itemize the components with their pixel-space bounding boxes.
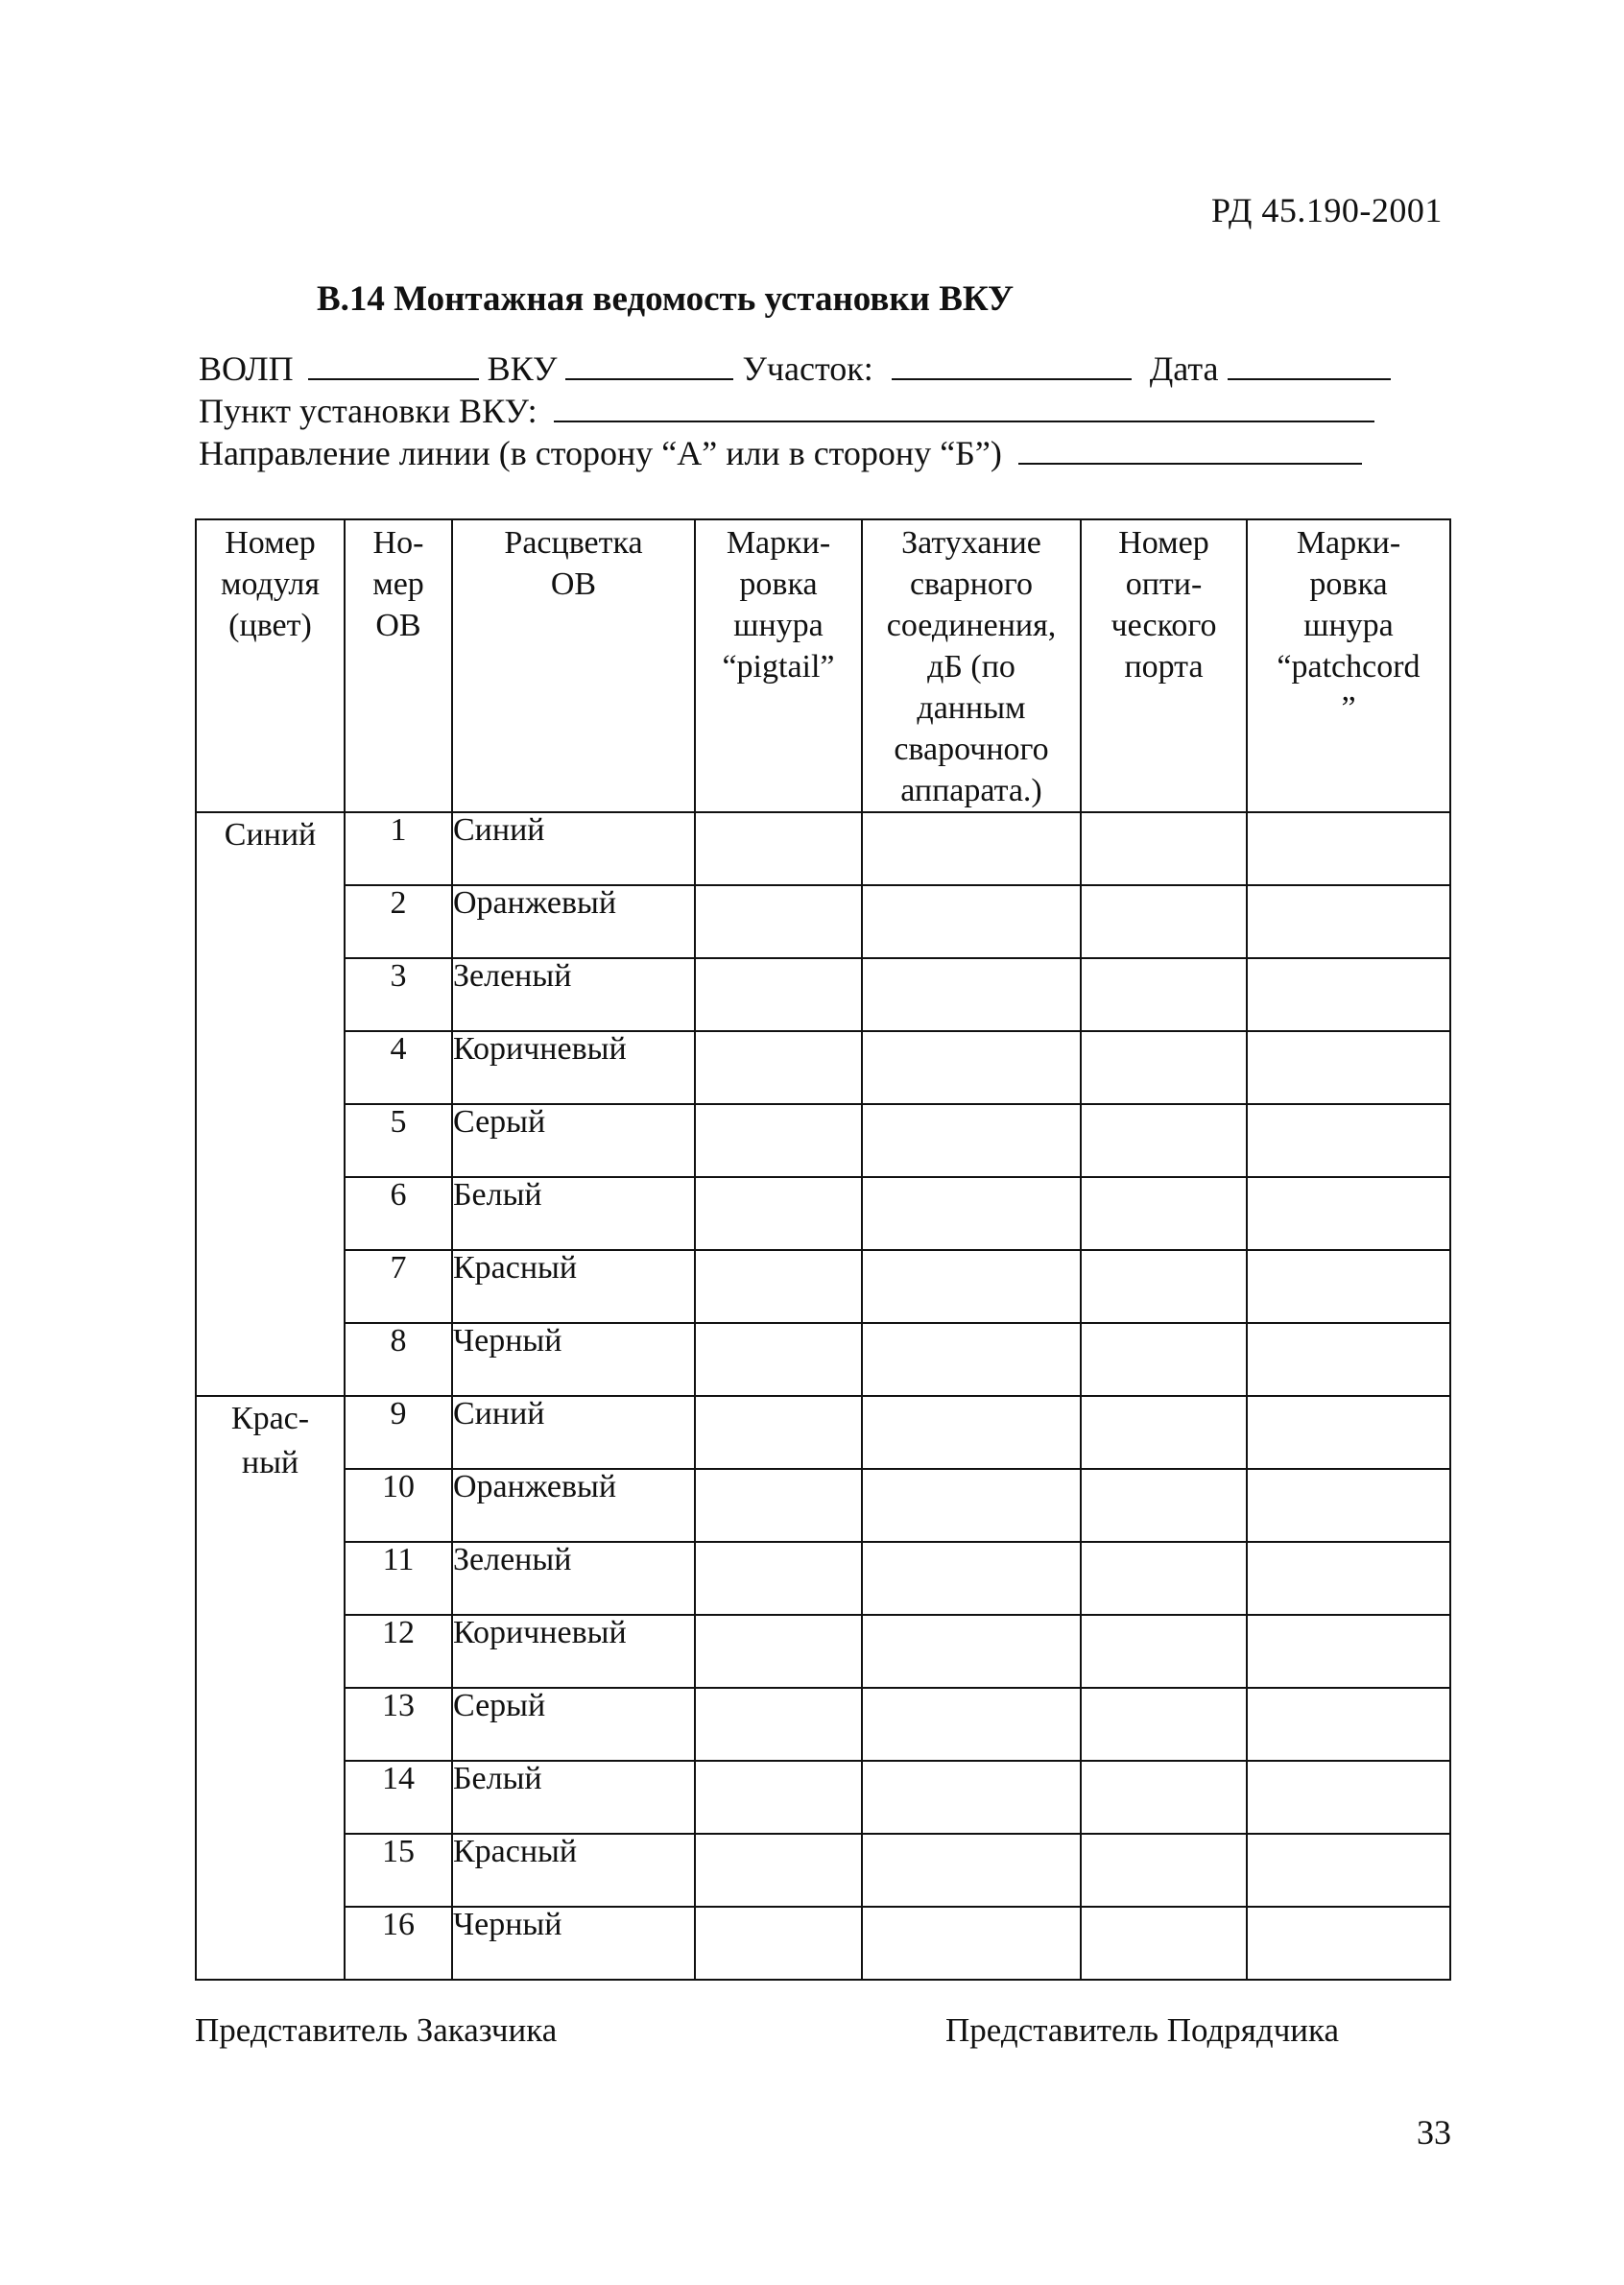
pigtail-marking-cell[interactable] [695,1834,862,1907]
splice-loss-cell[interactable] [862,885,1081,958]
fiber-number: 7 [345,1250,452,1323]
patchcord-marking-cell[interactable] [1247,1323,1450,1396]
splice-loss-cell[interactable] [862,1104,1081,1177]
patchcord-marking-cell[interactable] [1247,1396,1450,1469]
volp-field[interactable] [308,346,479,380]
table-row [196,1834,1450,1907]
optical-port-cell[interactable] [1081,1761,1247,1834]
header-row [196,519,1450,812]
optical-port-cell[interactable] [1081,885,1247,958]
optical-port-cell[interactable] [1081,1542,1247,1615]
date-label: Дата [1149,349,1219,388]
fiber-color: Оранжевый [452,885,695,958]
fiber-color: Черный [452,1907,695,1980]
table-row [196,1031,1450,1104]
optical-port-cell[interactable] [1081,812,1247,885]
splice-loss-cell[interactable] [862,1177,1081,1250]
date-field[interactable] [1228,346,1391,380]
pigtail-marking-cell[interactable] [695,1542,862,1615]
pigtail-marking-cell[interactable] [695,1104,862,1177]
table-row [196,1688,1450,1761]
section-label: Участок: [742,349,873,388]
pigtail-marking-cell[interactable] [695,1907,862,1980]
table-row [196,1177,1450,1250]
table-row [196,1250,1450,1323]
splice-loss-cell[interactable] [862,1688,1081,1761]
volp-label: ВОЛП [199,349,294,388]
patchcord-marking-cell[interactable] [1247,1031,1450,1104]
fiber-color: Оранжевый [452,1469,695,1542]
pigtail-marking-cell[interactable] [695,958,862,1031]
fiber-number: 3 [345,958,452,1031]
module-name-line: Синий [224,817,317,853]
fiber-color: Красный [452,1250,695,1323]
splice-loss-cell[interactable] [862,812,1081,885]
fields-row-3 [199,430,1391,472]
header-fiber-color: Расцветка ОВ [452,519,695,812]
splice-loss-cell[interactable] [862,958,1081,1031]
splice-loss-cell[interactable] [862,1469,1081,1542]
fiber-color: Синий [452,1396,695,1469]
patchcord-marking-cell[interactable] [1247,1761,1450,1834]
fiber-number: 14 [345,1761,452,1834]
pigtail-marking-cell[interactable] [695,1469,862,1542]
fiber-number: 4 [345,1031,452,1104]
fiber-color: Белый [452,1761,695,1834]
install-point-label: Пункт установки ВКУ: [199,392,537,430]
direction-label: Направление линии (в сторону “А” или в сторону “Б”) [199,434,1002,472]
table-row [196,1907,1450,1980]
table-row [196,1542,1450,1615]
patchcord-marking-cell[interactable] [1247,1615,1450,1688]
module-name-line: Крас- [230,1401,310,1436]
header-patchcord-marking: Марки- ровка шнура “patchcord ” [1247,519,1450,812]
document-code: РД 45.190-2001 [1211,191,1443,229]
table-row [196,1396,1450,1469]
vku-label: ВКУ [487,349,558,388]
fields-row-1 [199,346,1391,388]
fiber-number: 12 [345,1615,452,1688]
table-row [196,1615,1450,1688]
splice-loss-cell[interactable] [862,1834,1081,1907]
fiber-color: Коричневый [452,1615,695,1688]
fiber-number: 6 [345,1177,452,1250]
pigtail-marking-cell[interactable] [695,1615,862,1688]
fiber-color: Коричневый [452,1031,695,1104]
installation-table [195,518,1451,1981]
pigtail-marking-cell[interactable] [695,1323,862,1396]
fiber-number: 1 [345,812,452,885]
direction-field[interactable] [1018,430,1362,465]
table-row [196,1469,1450,1542]
patchcord-marking-cell[interactable] [1247,1834,1450,1907]
fiber-color: Зеленый [452,958,695,1031]
fiber-number: 15 [345,1834,452,1907]
install-point-field[interactable] [554,388,1374,422]
splice-loss-cell[interactable] [862,1542,1081,1615]
optical-port-cell[interactable] [1081,1177,1247,1250]
fiber-color: Красный [452,1834,695,1907]
table-row [196,1761,1450,1834]
optical-port-cell[interactable] [1081,958,1247,1031]
splice-loss-cell[interactable] [862,1396,1081,1469]
patchcord-marking-cell[interactable] [1247,1469,1450,1542]
header-fiber-number: Но- мер ОВ [345,519,452,812]
table-row [196,885,1450,958]
fiber-color: Черный [452,1323,695,1396]
module-cell [196,1396,345,1980]
optical-port-cell[interactable] [1081,1688,1247,1761]
patchcord-marking-cell[interactable] [1247,1177,1450,1250]
optical-port-cell[interactable] [1081,1031,1247,1104]
patchcord-marking-cell[interactable] [1247,1542,1450,1615]
section-field[interactable] [892,346,1132,380]
module-cell [196,812,345,1396]
table-body [196,812,1450,1980]
table-row [196,812,1450,885]
pigtail-marking-cell[interactable] [695,1250,862,1323]
form-fields [199,346,1391,472]
fiber-number: 11 [345,1542,452,1615]
module-name-line: ный [241,1445,299,1480]
patchcord-marking-cell[interactable] [1247,1907,1450,1980]
optical-port-cell[interactable] [1081,1834,1247,1907]
customer-signature-label: Представитель Заказчика [195,2011,558,2049]
form-title: В.14 Монтажная ведомость установки ВКУ [317,279,1015,319]
optical-port-cell[interactable] [1081,1907,1247,1980]
patchcord-marking-cell[interactable] [1247,958,1450,1031]
pigtail-marking-cell[interactable] [695,1688,862,1761]
splice-loss-cell[interactable] [862,1250,1081,1323]
fiber-number: 2 [345,885,452,958]
pigtail-marking-cell[interactable] [695,1396,862,1469]
table-row [196,958,1450,1031]
table-row [196,1323,1450,1396]
header-pigtail-marking: Марки- ровка шнура “pigtail” [695,519,862,812]
splice-loss-cell[interactable] [862,1907,1081,1980]
optical-port-cell[interactable] [1081,1104,1247,1177]
patchcord-marking-cell[interactable] [1247,1250,1450,1323]
fiber-number: 5 [345,1104,452,1177]
fiber-color: Белый [452,1177,695,1250]
fiber-color: Зеленый [452,1542,695,1615]
patchcord-marking-cell[interactable] [1247,885,1450,958]
fiber-color: Серый [452,1104,695,1177]
header-module: Номер модуля (цвет) [196,519,345,812]
fiber-color: Серый [452,1688,695,1761]
optical-port-cell[interactable] [1081,1469,1247,1542]
fiber-number: 13 [345,1688,452,1761]
splice-loss-cell[interactable] [862,1615,1081,1688]
fiber-number: 9 [345,1396,452,1469]
optical-port-cell[interactable] [1081,1250,1247,1323]
optical-port-cell[interactable] [1081,1396,1247,1469]
vku-field[interactable] [565,346,733,380]
pigtail-marking-cell[interactable] [695,885,862,958]
fields-row-2 [199,388,1391,430]
splice-loss-cell[interactable] [862,1761,1081,1834]
splice-loss-cell[interactable] [862,1323,1081,1396]
pigtail-marking-cell[interactable] [695,812,862,885]
page-number: 33 [1417,2113,1451,2152]
fiber-number: 10 [345,1469,452,1542]
optical-port-cell[interactable] [1081,1615,1247,1688]
table-row [196,1104,1450,1177]
pigtail-marking-cell[interactable] [695,1031,862,1104]
optical-port-cell[interactable] [1081,1323,1247,1396]
fiber-number: 8 [345,1323,452,1396]
pigtail-marking-cell[interactable] [695,1177,862,1250]
patchcord-marking-cell[interactable] [1247,812,1450,885]
splice-loss-cell[interactable] [862,1031,1081,1104]
fiber-color: Синий [452,812,695,885]
fiber-number: 16 [345,1907,452,1980]
pigtail-marking-cell[interactable] [695,1761,862,1834]
header-splice-loss: Затухание сварного соединения, дБ (по данным сварочного аппарата.) [862,519,1081,812]
patchcord-marking-cell[interactable] [1247,1104,1450,1177]
patchcord-marking-cell[interactable] [1247,1688,1450,1761]
contractor-signature-label: Представитель Подрядчика [945,2011,1340,2049]
header-optical-port: Номер опти- ческого порта [1081,519,1247,812]
